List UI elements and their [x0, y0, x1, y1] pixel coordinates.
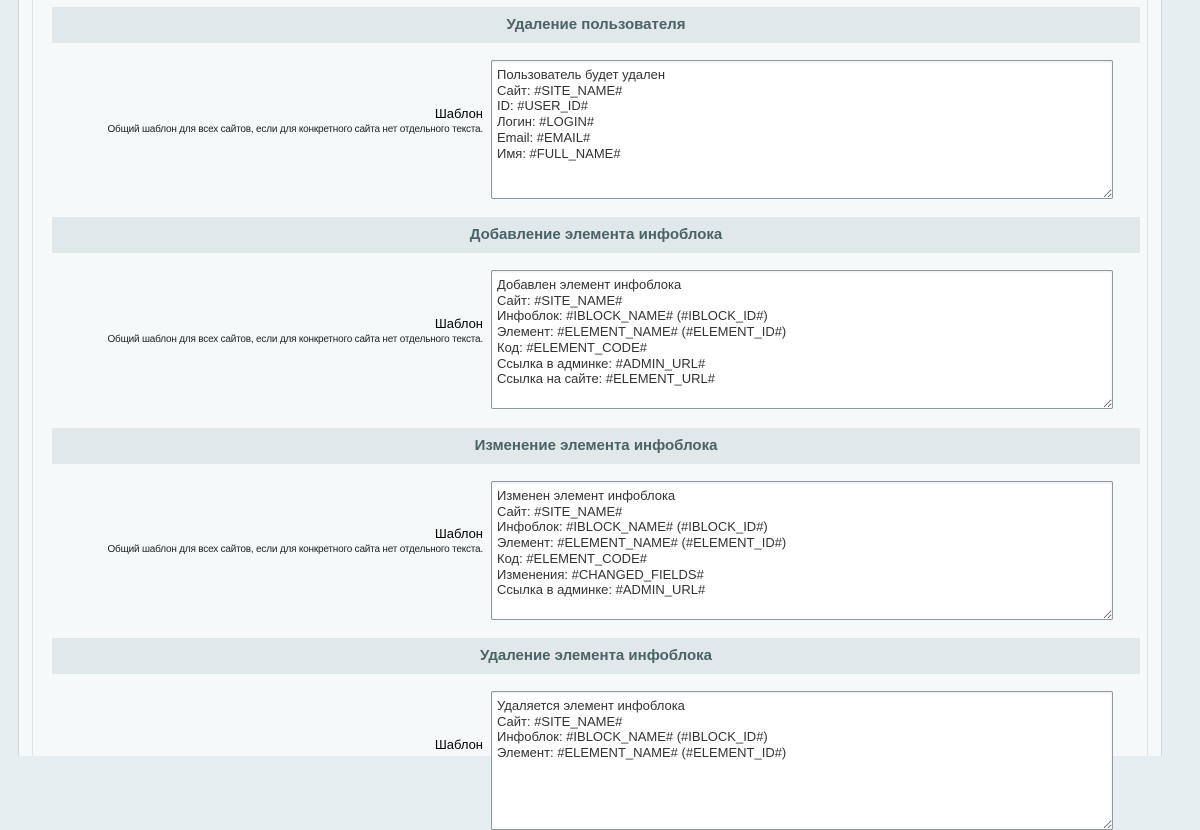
template-label-group — [63, 106, 483, 137]
template-textarea-edit-iblock-element[interactable] — [491, 481, 1113, 620]
template-hint: Общий шаблон для всех сайтов, если для конкретного сайта нет отдельного текста. — [107, 544, 483, 555]
section-header-add-iblock-element: Добавление элемента инфоблока — [52, 217, 1140, 253]
template-label: Шаблон — [434, 526, 483, 541]
template-textarea-delete-user[interactable] — [491, 60, 1113, 199]
template-label: Шаблон — [434, 737, 483, 752]
template-hint: Общий шаблон для всех сайтов, если для конкретного сайта нет отдельного текста. — [107, 124, 483, 135]
template-hint: Общий шаблон для всех сайтов, если для конкретного сайта нет отдельного текста. — [107, 334, 483, 345]
template-label: Шаблон — [434, 106, 483, 121]
template-textarea-add-iblock-element[interactable] — [491, 270, 1113, 409]
template-textarea-delete-iblock-element[interactable] — [491, 691, 1113, 830]
section-header-delete-iblock-element: Удаление элемента инфоблока — [52, 638, 1140, 674]
template-label-group — [63, 737, 483, 753]
template-label: Шаблон — [434, 316, 483, 331]
template-label-group — [63, 316, 483, 347]
template-label-group — [63, 526, 483, 557]
section-header-delete-user: Удаление пользователя — [52, 7, 1140, 43]
section-header-edit-iblock-element: Изменение элемента инфоблока — [52, 428, 1140, 464]
